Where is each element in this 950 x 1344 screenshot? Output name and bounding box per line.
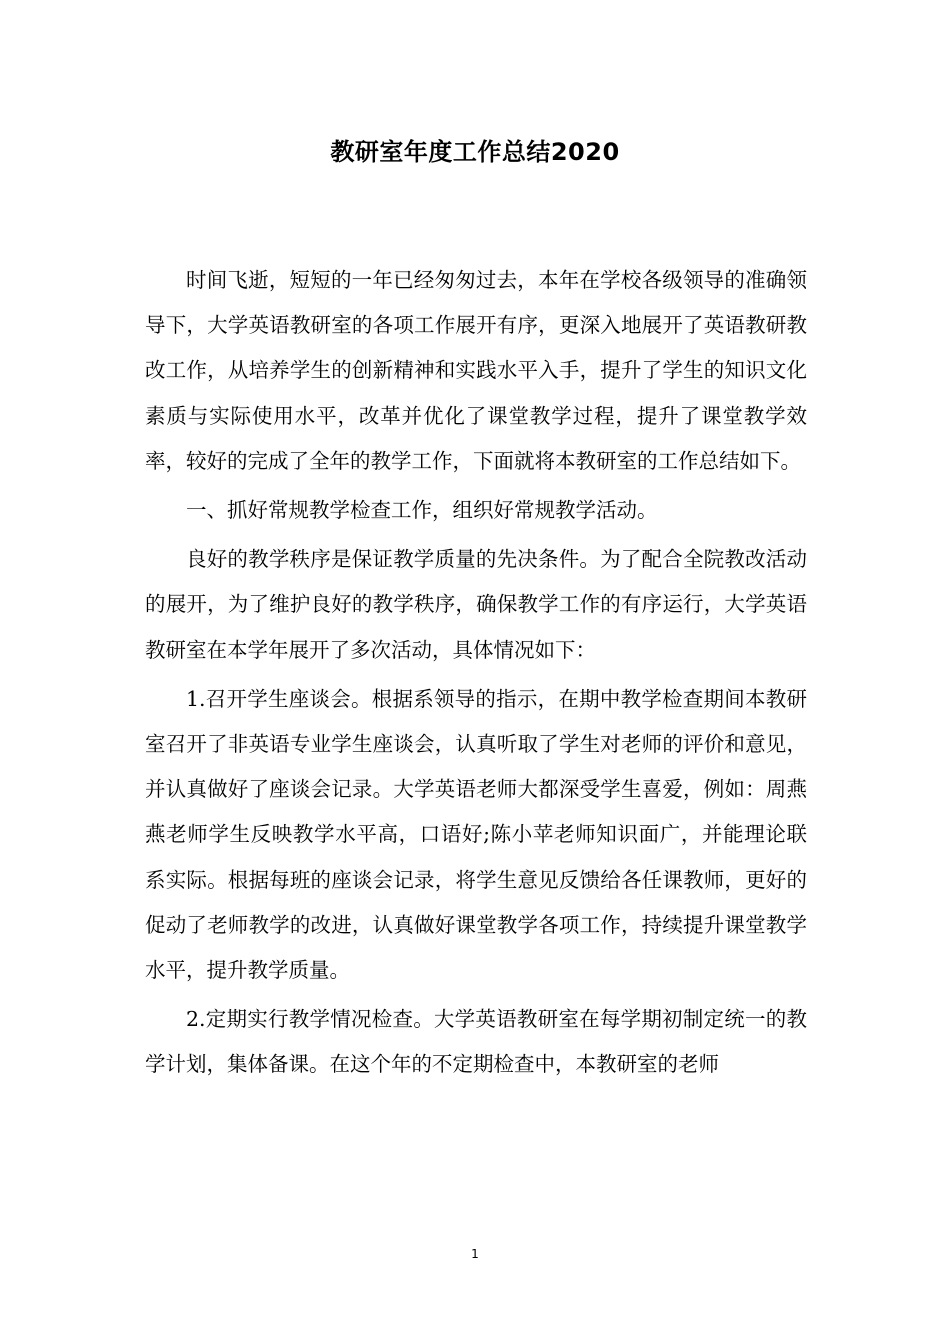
paragraph-intro: 时间飞逝，短短的一年已经匆匆过去，本年在学校各级领导的准确领导下，大学英语教研室的各项工作展开有序，更深入地展开了英语教研教改工作，从培养学生的创新精神和实践水平入手，提升了学生的知识文化素质与实际使用水平，改革并优化了课堂教学过程，提升了课堂教学效率，较好的完成了全年的教学工作，下面就将本教研室的工作总结如下。: [145, 268, 807, 473]
document-title: 教研室年度工作总结2020: [330, 138, 620, 166]
document-body: [145, 258, 807, 1088]
paragraph-item-2: 2.定期实行教学情况检查。大学英语教研室在每学期初制定统一的教学计划，集体备课。在这个年的不定期检查中，本教研室的老师: [145, 1007, 807, 1077]
page-number: 1: [471, 1247, 479, 1261]
paragraph-item-1: 1.召开学生座谈会。根据系领导的指示，在期中教学检查期间本教研室召开了非英语专业学生座谈会，认真听取了学生对老师的评价和意见，并认真做好了座谈会记录。大学英语老师大都深受学生喜爱，例如：周燕燕老师学生反映教学水平高，口语好;陈小苹老师知识面广，并能理论联系实际。根据每班的座谈会记录，将学生意见反馈给各任课教师，更好的促动了老师教学的改进，认真做好课堂教学各项工作，持续提升课堂教学水平，提升教学质量。: [145, 686, 807, 983]
paragraph-order: 良好的教学秩序是保证教学质量的先决条件。为了配合全院教改活动的展开，为了维护良好的教学秩序，确保教学工作的有序运行，大学英语教研室在本学年展开了多次活动，具体情况如下：: [145, 547, 807, 662]
section-heading-1: 一、抓好常规教学检查工作，组织好常规教学活动。: [186, 498, 658, 523]
